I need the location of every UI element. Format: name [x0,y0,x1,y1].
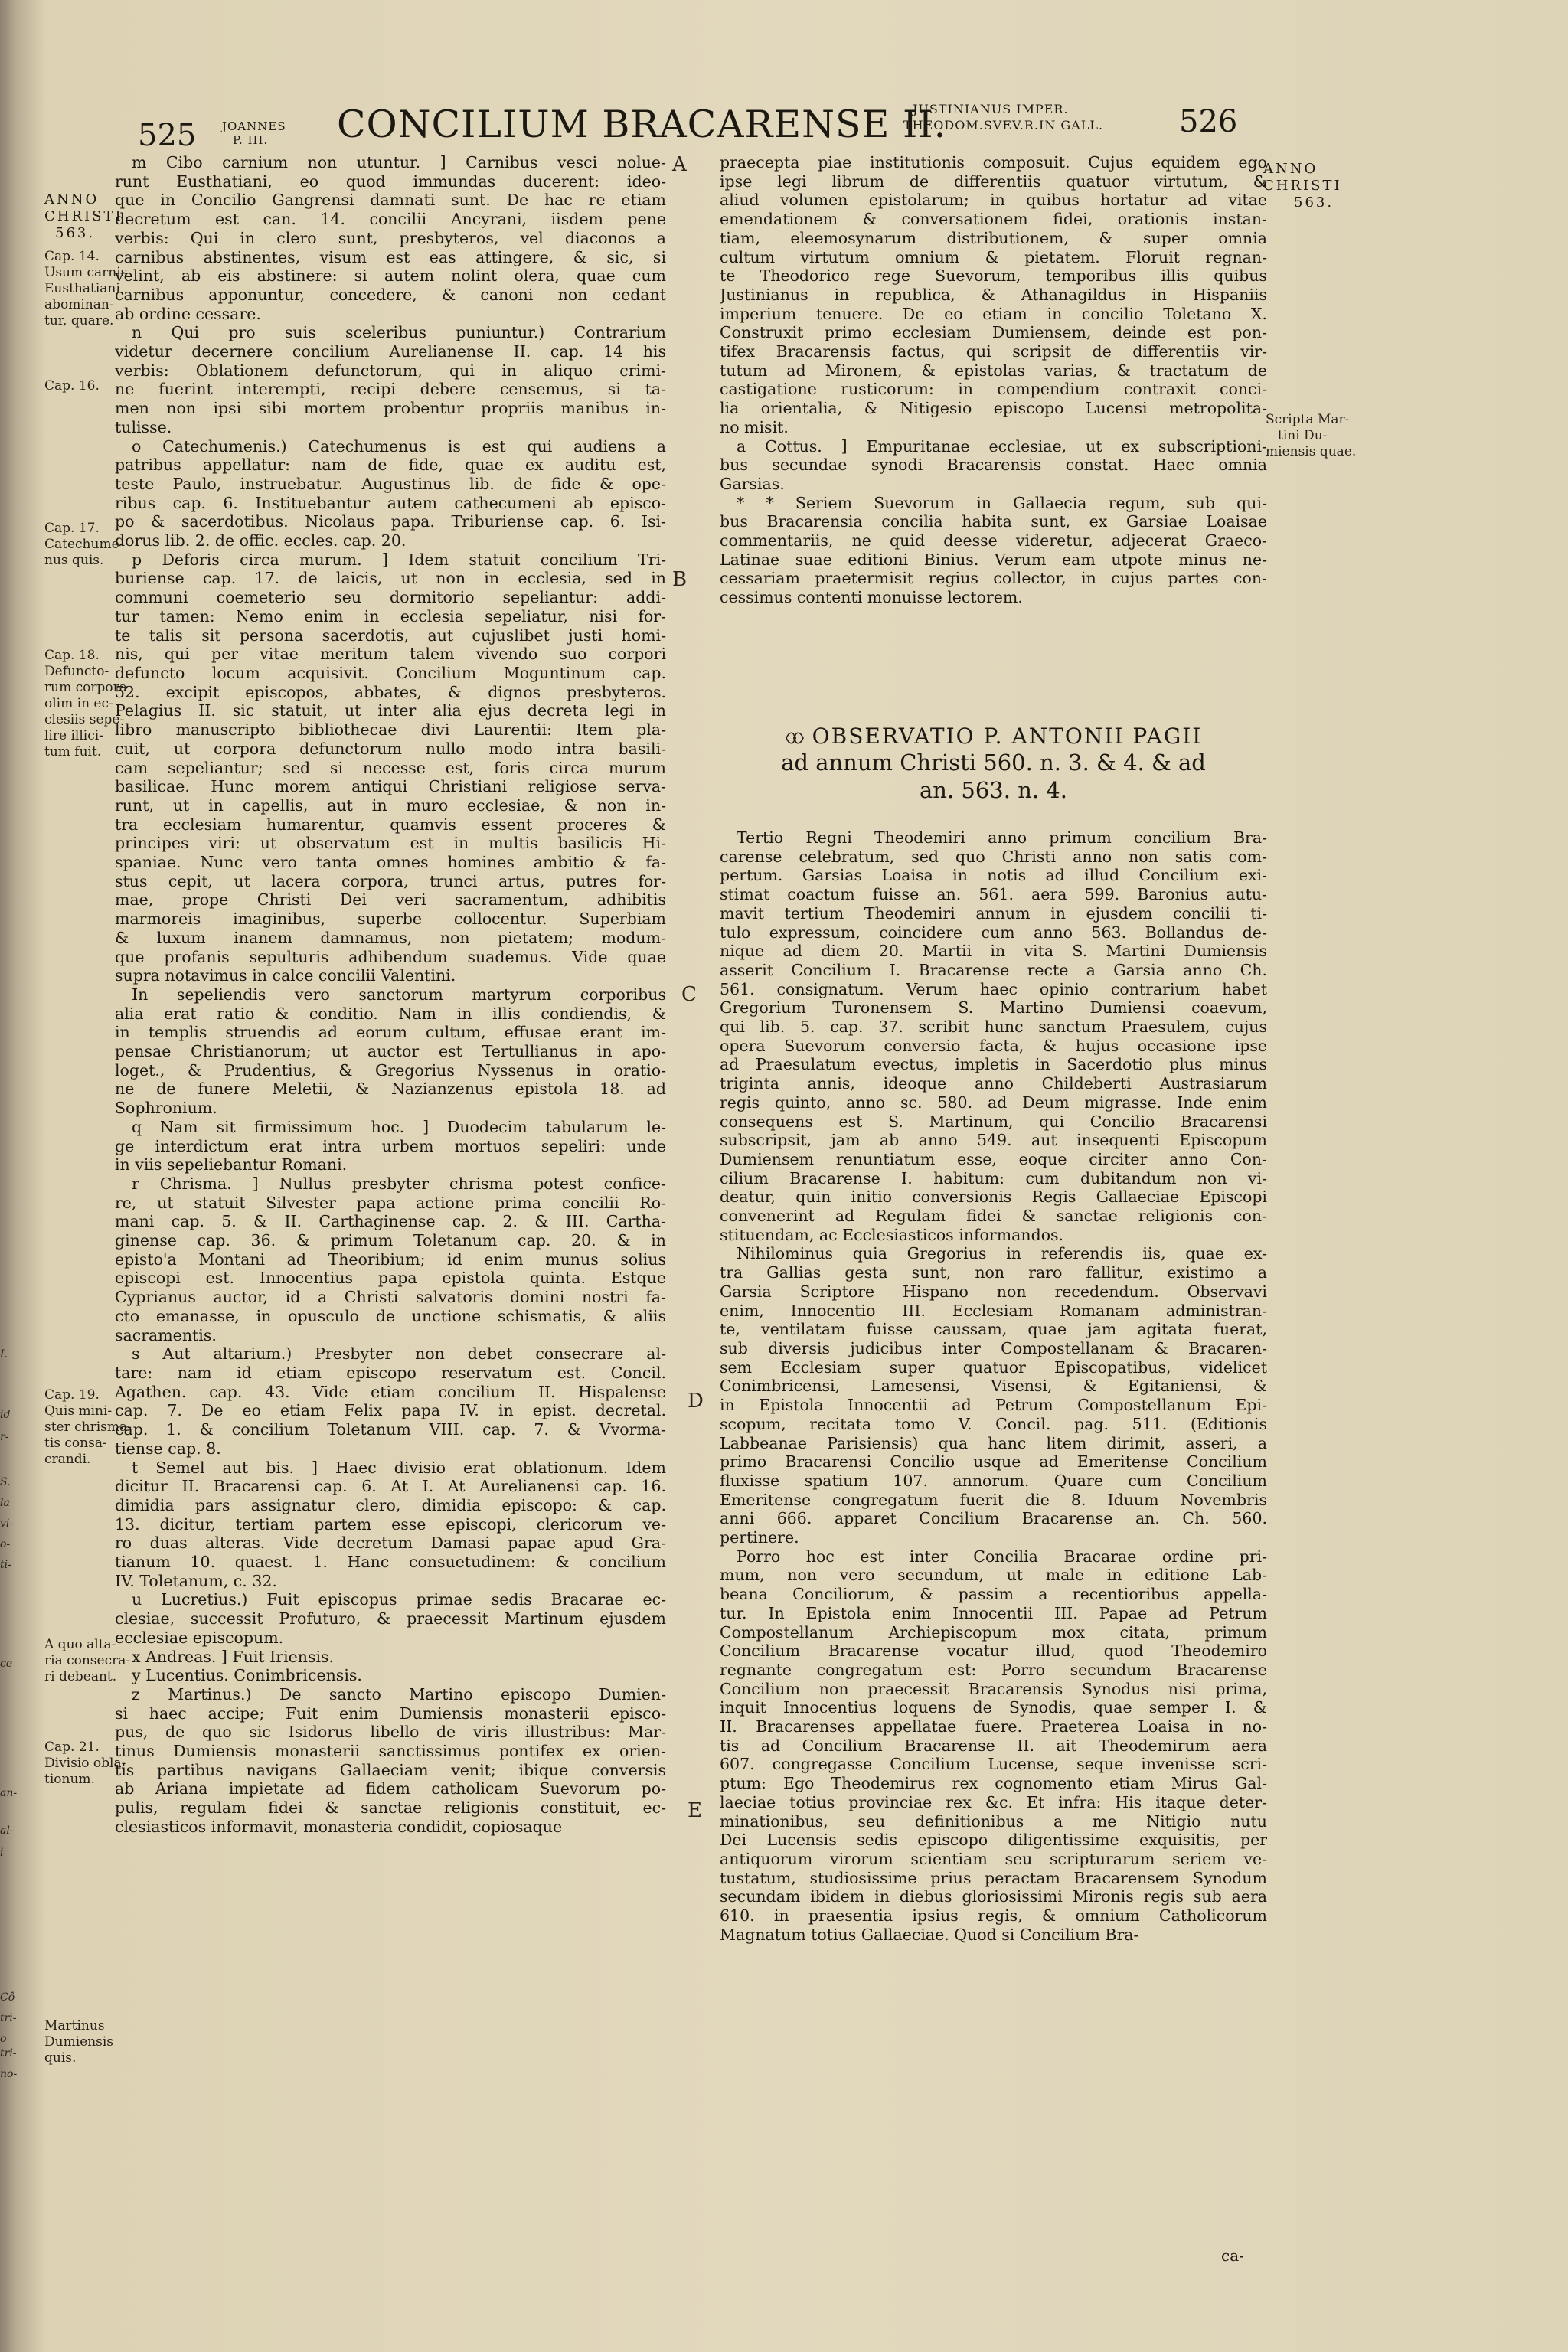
text-line: Nihilominus quia Gregorius in referendis iis, quae ex- [737,1244,1267,1263]
text-line: laeciae totius provinciae rex &c. Et infra: His itaque deter- [720,1792,1267,1811]
text-line: pulis, regulam fidei & sanctae religionis constituit, ec- [115,1798,666,1818]
text-line: u Lucretius.) Fuit episcopus primae sedis Bracarae ec- [132,1590,666,1609]
text-line: 13. dicitur, tertiam partem esse episcopi, clericorum ve- [115,1514,666,1534]
text-line: ne de funere Meletii, & Nazianzenus epistola 18. ad [115,1080,666,1099]
text-line: loget., & Prudentius, & Gregorius Nyssenus in oratio- [115,1060,666,1080]
text-line: 610. in praesentia ipsius regis, & omnium Catholicorum [720,1906,1267,1926]
text-line: fluxisse spatium 107. annorum. Quare cum Concilium [720,1471,1267,1490]
christi-word: CHRISTI [1263,178,1342,194]
pope-number: P. III. [233,133,269,147]
text-line: nis, qui per vitae meritum talem vivendo suo corpori [115,645,666,664]
text-line: si haec accipe; Fuit enim Dumiensis monasterii episco- [115,1704,666,1723]
text-line: ab ordine cessare. [115,304,261,323]
text-line: * * Seriem Suevorum in Gallaecia regum, sub qui- [737,493,1267,512]
text-line: Conimbricensi, Lamesensi, Visensi, & Egitaniensi, & [720,1377,1267,1396]
text-line: primo Bracarensi Concilio usque ad Emeritense Concilium [720,1452,1267,1472]
margin-note-line: Eusthatiani [44,281,120,296]
text-line: Latinae suae editioni Binius. Verum eam utpote minus ne- [720,550,1267,569]
text-line: ad Praesulatum evectus, impletis in Sacerdotio plus minus [720,1055,1267,1074]
anno-year: 563. [1294,194,1334,211]
text-line: ro duas alteras. Vide decretum Damasi papae apud Gra- [115,1534,666,1553]
text-line: defuncto locum acquisivit. Concilium Moguntinum cap. [115,663,666,682]
gutter-fragment: o- [0,1538,11,1550]
text-line: Cyprianus auctor, id a Christi salvatoris domini nostri fa- [115,1288,666,1307]
text-line: tianum 10. quaest. 1. Hanc consuetudinem: & concilium [115,1553,666,1572]
text-line: carnibus apponuntur, concedere, & canoni non cedant [115,285,666,304]
text-line: basilicae. Hunc morem antiqui Christiani religiose serva- [115,777,666,796]
page-number-right: 526 [1179,104,1238,139]
page-number-left: 525 [138,118,197,153]
text-line: carense celebratum, sed quo Christi anno non satis com- [720,847,1267,866]
margin-note-line: ri debeant. [44,1669,117,1684]
text-line: enim, Innocentio III. Ecclesiam Romanam administran- [720,1301,1267,1320]
observatio-text [720,828,1267,1944]
text-line: subscripsit, jam ab anno 549. aut insequenti Episcopum [720,1131,1267,1150]
margin-note-line: Usum carnis [44,265,128,280]
text-line: tiam, eleemosynarum distributionem, & super omnia [720,228,1267,247]
text-line: bus Bracarensia concilia habita sunt, ex Garsiae Loaisae [720,512,1267,531]
section-letter-d: D [688,1390,704,1413]
text-line: cto emanasse, in opusculo de unctione schismatis, & aliis [115,1306,666,1325]
margin-note-line: tis consa- [44,1436,107,1451]
text-line: Labbeanae Parisiensis) qua hanc litem dirimit, asseri, a [720,1433,1267,1452]
text-line: tis ad Concilium Bracarense II. ait Theodemirum aera [720,1736,1267,1755]
text-line: II. Bracarenses appellatae fuere. Praeterea Loaisa in no- [720,1717,1267,1736]
margin-note-line: Dumiensis [44,2034,114,2050]
text-line: praecepta piae institutionis composuit. Cujus equidem ego [720,153,1267,172]
text-line: commentariis, ne quid deesse videretur, adjecerat Graeco- [720,531,1267,550]
margin-note-line: olim in ec- [44,696,113,711]
margin-note-line: ster chrisma- [44,1419,132,1435]
text-line: opera Suevorum conversio facta, & hujus occasione ipse [720,1036,1267,1055]
text-line: z Martinus.) De sancto Martino episcopo Dumien- [132,1684,666,1704]
text-line: decretum est can. 14. concilii Ancyrani, iisdem pene [115,210,666,229]
text-line: qui lib. 5. cap. 37. scribit hunc sanctum Praesulem, cujus [720,1018,1267,1037]
text-line: stituendam, ac Ecclesiasticos informandos. [720,1225,1064,1244]
emperor-line: JUSTINIANUS IMPER. [913,102,1069,116]
right-column-notes [720,153,1267,607]
gutter-fragment: la [0,1497,10,1509]
text-line: Dumiensem renuntiatum esse, eoque circiter anno Con- [720,1149,1267,1168]
margin-note-line: Cap. 19. [44,1387,100,1403]
text-line: s Aut altarium.) Presbyter non debet consecrare al- [132,1344,666,1364]
margin-note-line: Catechume- [44,537,124,552]
text-line: & luxum inanem damnamus, non pietatem; modum- [115,928,666,947]
pope-name: JOANNES [222,119,286,133]
running-header [138,90,1286,152]
text-line: runt Eusthatiani, eo quod immundas ducerent: ideo- [115,172,666,191]
text-line: pus, de quo sic Isidorus libello de viris illustribus: Mar- [115,1723,666,1742]
text-line: communi coemeterio seu dormitorio sepeliantur: addi- [115,588,666,607]
observatio-title: OBSERVATIO P. ANTONII PAGII [812,724,1203,749]
margin-note-line: clesiis sepe- [44,712,125,727]
text-line: te talis sit persona sacerdotis, aut cujuslibet justi homi- [115,626,666,645]
text-line: Porro hoc est inter Concilia Bracarae ordine pri- [737,1547,1267,1566]
text-line: episcopi est. Innocentius papa epistola quinta. Estque [115,1269,666,1288]
text-line: stimat coactum fuisse an. 561. aera 599. Baronius autu- [720,885,1267,904]
text-line: In sepeliendis vero sanctorum martyrum corporibus [132,985,666,1004]
text-line: castigatione rusticorum: in compendium contraxit conci- [720,380,1267,399]
pope-label [222,119,286,147]
margin-note-scripta-martini [1266,412,1356,460]
anno-word: ANNO [44,191,100,207]
margin-note-line: Cap. 17. [44,521,100,536]
margin-note-martinus [44,2018,113,2066]
text-line: cultum virtutum omnium & pietatem. Floruit regnan- [720,247,1267,266]
text-line: dicitur II. Bracarensi cap. 6. At I. At Aurelianensi cap. 16. [115,1477,666,1496]
text-line: in viis sepeliebantur Romani. [115,1155,348,1174]
text-line: pensae Christianorum; ut auctor est Tertullianus in apo- [115,1042,666,1061]
text-line: Sophronium. [115,1099,217,1118]
text-line: ab Ariana impietate ad fidem catholicam Suevorum po- [115,1779,666,1798]
text-line: te Theodorico rege Suevorum, temporibus illis quibus [720,266,1267,286]
text-line: tinus Dumiensis monasterii sanctissimus pontifex ex orien- [115,1742,666,1761]
anno-year: 563. [55,225,96,241]
text-line: men non ipsi sibi mortem probentur propriis manibus in- [115,399,666,418]
gutter-fragment: ce [0,1658,13,1670]
text-line: imperium tenuere. De eo etiam in concilio Toletano X. [720,304,1267,323]
text-line: bus secundae synodi Bracarensis constat. Haec omnia [720,456,1267,475]
text-line: t Semel aut bis. ] Haec divisio erat oblationum. Idem [132,1458,666,1477]
gutter-fragment: r- [0,1431,9,1443]
text-line: pertinere. [720,1528,799,1547]
margin-note-cap21 [44,1740,126,1788]
text-line: Justinianus in republica, & Athanagildus in Hispaniis [720,285,1267,304]
section-letter-a: A [672,153,687,176]
text-line: verbis: Oblationem defunctorum, qui in aliquo crimi- [115,361,666,380]
text-line: regnante congregatum est: Porro secundum Bracarense [720,1660,1267,1679]
text-line: y Lucentius. Conimbricensis. [132,1666,362,1685]
text-line: tifex Bracarensis factus, qui scripsit de differentiis vir- [720,342,1267,361]
text-line: tare: nam id etiam episcopo reservatum est. Concil. [115,1364,666,1382]
text-line: marmoreis imaginibus, superbe collocentur. Superbiam [115,910,666,929]
left-column-notes [115,153,666,1837]
gutter-fragment: no- [0,2068,18,2080]
text-line: sub diversis judicibus inter Compostellanam & Bracaren- [720,1338,1267,1357]
margin-note-line: tur, quare. [44,313,114,328]
christi-word: CHRISTI [44,208,123,224]
text-line: cilium Bracarense I. habitum: cum dubitandum non vi- [720,1168,1267,1187]
text-line: cap. 7. De eo etiam Felix papa IV. in epist. decretal. [115,1401,666,1420]
gutter-fragment: al- [0,1824,14,1837]
text-line: que profanis sepulturis adhibendum suademus. Vide quae [115,947,666,966]
section-letter-c: C [681,983,697,1006]
text-line: ecclesiae episcopum. [115,1628,284,1647]
text-line: tra Gallias gesta sunt, non raro fallitur, existimo a [720,1263,1267,1282]
emperor-label [903,101,1103,133]
text-line: cam sepeliantur; sed si necesse est, foris circa murum [115,758,666,777]
king-line: THEODOM.SVEV.R.IN GALL. [903,118,1104,132]
text-line: cessimus contenti monuisse lectorem. [720,588,1023,607]
text-line: libro manuscripto bibliothecae divi Laurentii: Item pla- [115,720,666,740]
gutter-fragment: i [0,1847,4,1859]
text-line: Agathen. cap. 43. Vide etiam concilium II. Hispalense [115,1382,666,1401]
text-line: Magnatum totius Gallaeciae. Quod si Concilium Bra- [720,1925,1139,1944]
text-line: minationibus, seu definitionibus a me Nitigio nutu [720,1811,1267,1831]
text-line: regis quinto, anno sc. 580. ad Deum migrasse. Inde enim [720,1093,1267,1112]
text-line: mavit tertium Theodemiri annum in ejusdem concilii ti- [720,903,1267,923]
text-line: tutum ad Mironem, & epistolas varias, & tractatum de [720,361,1267,380]
text-line: carnibus abstinentes, visum est eas attingere, & sic, si [115,247,666,266]
text-line: in Epistola Innocentii ad Petrum Compostellanum Epi- [720,1396,1267,1415]
margin-note-line: Divisio obla- [44,1756,126,1771]
margin-note-line: miensis quae. [1266,444,1357,459]
gutter-fragment: vi- [0,1517,14,1530]
gutter-fragment: an- [0,1787,18,1799]
text-line: Emeritense congregatum fuerit die 8. Iduum Novembris [720,1490,1267,1509]
text-line: n Qui pro suis sceleribus puniuntur.) Contrarium [132,323,666,342]
text-line: ge interdictum erat intra urbem mortuos sepeliri: unde [115,1136,666,1155]
text-line: lia orientalia, & Nitigesio episcopo Lucensi metropolita- [720,399,1267,418]
text-line: asserit Concilium I. Bracarense recte a Garsia anno Ch. [720,960,1267,979]
margin-note-line: Martinus [44,2018,105,2034]
text-line: clesiae, successit Profuturo, & praecessit Martinum ejusdem [115,1609,666,1628]
previous-page-edge [0,1348,21,2082]
margin-note-line: quis. [44,2050,77,2066]
text-line: emendationem & conversationem fidei, orationis instan- [720,210,1267,229]
text-line: po & sacerdotibus. Nicolaus papa. Triburiense cap. 6. Isi- [115,512,666,531]
text-line: spaniae. Nunc vero tanta omnes homines ambitio & fa- [115,853,666,872]
text-line: antiquorum virorum scientiam seu scripturarum seriem ve- [720,1849,1267,1868]
text-line: Garsias. [720,474,785,493]
text-line: tra ecclesiam humarentur, quamvis essent proceres & [115,815,666,834]
text-line: ipse legi librum de differentiis quatuor virtutum, & [720,172,1267,191]
text-line: buriense cap. 17. de laicis, ut non in ecclesia, sed in [115,569,666,588]
margin-note-line: rum corpora [44,680,127,695]
text-line: ptum: Ego Theodemirus rex cognomento etiam Mirus Gal- [720,1774,1267,1793]
text-line: dorus lib. 2. de offic. eccles. cap. 20. [115,531,407,550]
text-line: Garsia Scriptore Hispano non recedendum. Observavi [720,1282,1267,1301]
text-line: mani cap. 5. & II. Carthaginense cap. 2. & III. Cartha- [115,1212,666,1231]
text-line: videtur decernere concilium Aurelianense II. cap. 14 his [115,342,666,361]
margin-note-line: A quo alta- [44,1637,116,1652]
text-line: nique ad diem 20. Martii in vita S. Martini Dumiensis [720,942,1267,961]
margin-note-line: Cap. 18. [44,648,100,663]
text-line: principes viri: ut observatum est in multis basilicis Hi- [115,834,666,853]
fleuron-icon [785,730,805,746]
text-line: supra notavimus in calce concilii Valentini. [115,966,456,985]
text-line: ginense cap. 36. & primum Toletanum cap. 20. & in [115,1231,666,1250]
section-letter-e: E [688,1799,702,1822]
text-line: re, ut statuit Silvester papa actione prima concilii Ro- [115,1193,666,1212]
anno-word: ANNO [1263,161,1318,177]
text-line: Tertio Regni Theodemiri anno primum concilium Bra- [737,828,1267,847]
text-line: triginta annis, ideoque anno Childeberti Austrasiarum [720,1074,1267,1093]
text-line: Pelagius II. sic statuit, ut inter alia ejus decreta legi in [115,701,666,720]
text-line: x Andreas. ] Fuit Iriensis. [132,1647,335,1666]
text-line: tur. In Epistola enim Innocentii III. Papae ad Petrum [720,1603,1267,1622]
text-line: beana Conciliorum, & passim a recentioribus appella- [720,1585,1267,1604]
text-line: Concilium non praecessit Bracarensis Synodus nisi prima, [720,1679,1267,1698]
text-line: Gregorium Turonensem S. Martino Dumiensi coaevum, [720,998,1267,1018]
text-line: consequens est S. Martinum, qui Concilio Bracarensi [720,1112,1267,1131]
text-line: tulo expressum, coincidere cum anno 563. Bollandus de- [720,923,1267,942]
text-line: IV. Toletanum, c. 32. [115,1571,277,1590]
text-line: cessariam praetermisit regius collector, in cujus partes con- [720,569,1267,588]
text-line: inquit Innocentius loquens de Synodis, quae semper I. & [720,1698,1267,1717]
gutter-fragment: S. [0,1476,11,1488]
margin-note-line: lire illici- [44,728,103,743]
margin-note-line: tionum. [44,1772,95,1787]
margin-note-line: tini Du- [1278,428,1328,443]
text-line: tustatum, studiosissime prius peractam Bracarensem Synodum [720,1868,1267,1887]
gutter-fragment: ti- [0,1559,11,1571]
text-line: Dei Lucensis sedis episcopo diligentissime exquisitis, per [720,1831,1267,1850]
text-line: p Deforis circa murum. ] Idem statuit concilium Tri- [132,550,666,569]
text-line: teste Paulo, instruebatur. Augustinus lib. de fide & ope- [115,474,666,493]
text-line: Compostellanum Archiepiscopum mox citata, primum [720,1622,1267,1642]
text-line: in templis struendis ad eorum cultum, effusae erant im- [115,1023,666,1042]
text-line: mae, prope Christi Dei veri sacramentum, adhibitis [115,890,666,910]
margin-note-line: tum fuit. [44,744,102,760]
text-line: mum, non vero secundum, ut male in editione Lab- [720,1566,1267,1585]
text-line: dimidia pars assignatur clero, dimidia episcopo: & cap. [115,1495,666,1514]
text-line: pertum. Garsias Loaisa in notis ad illud Concilium exi- [720,866,1267,885]
text-line: a Cottus. ] Empuritanae ecclesiae, ut ex subscriptioni- [737,436,1267,456]
margin-note-line: nus quis. [44,553,104,568]
text-line: verbis: Qui in clero sunt, presbyteros, vel diaconos a [115,228,666,247]
text-line: q Nam sit firmissimum hoc. ] Duodecim tabularum le- [132,1117,666,1136]
gutter-fragment: o tri- [0,2033,17,2060]
text-line: r Chrisma. ] Nullus presbyter chrisma potest confice- [132,1174,666,1193]
text-line: no misit. [720,417,789,436]
text-line: convenerint ad Regulam fidei & sanctae religionis con- [720,1207,1267,1226]
text-line: sem Ecclesiam super quatuor Episcopatibus, videlicet [720,1357,1267,1377]
anno-christi-left [44,191,123,242]
text-line: cuit, ut corpora defunctorum nullo modo intra basili- [115,739,666,758]
gutter-fragment: Cô [0,1991,15,2004]
page-title: CONCILIUM BRACARENSE II. [337,103,947,146]
observatio-subtitle-2: an. 563. n. 4. [920,777,1067,803]
text-line: deatur, quin initio conversionis Regis Gallaeciae Episcopi [720,1187,1267,1207]
text-line: alia erat ratio & conditio. Nam in illis condiendis, & [115,1004,666,1023]
gutter-fragment: I. [0,1348,8,1361]
text-line: o Catechumenis.) Catechumenus is est qui audiens a [132,436,666,456]
text-line: tiense cap. 8. [115,1439,221,1458]
margin-note-cap16 [44,378,100,394]
margin-note-line: Cap. 14. [44,249,100,264]
gutter-fragment: id [0,1409,11,1421]
gutter-fragment: tri- [0,2012,17,2024]
observatio-heading [720,724,1267,804]
text-line: velint, ab eis abstinere: si autem nolint olera, quae cum [115,266,666,286]
text-line: scopum, recitata tomo V. Concil. pag. 511. (Editionis [720,1414,1267,1433]
text-line: sacramentis. [115,1325,217,1344]
text-line: ribus cap. 6. Instituebantur autem cathecumeni ab episco- [115,493,666,512]
margin-note-cap17 [44,521,123,569]
catchword: ca- [1221,2246,1244,2265]
margin-note-line: crandi. [44,1452,91,1467]
text-line: 52. excipit episcopos, abbates, & dignos presbyteros. [115,682,666,701]
text-line: tur tamen: Nemo enim in ecclesia sepeliatur, nisi for- [115,606,666,626]
text-line: cap. 1. & concilium Toletanum VIII. cap. 7. & Vvorma- [115,1420,666,1439]
anno-christi-right [1263,161,1342,211]
margin-note-line: Defuncto- [44,664,109,679]
section-letter-b: B [672,568,688,591]
text-line: anni 666. apparet Concilium Bracarense an. Ch. 560. [720,1509,1267,1528]
text-line: 607. congregasse Concilium Lucense, seque invenisse scri- [720,1755,1267,1774]
observatio-subtitle-1: ad annum Christi 560. n. 3. & 4. & ad [781,750,1206,776]
text-line: tis partibus navigans Gallaeciam venit; ibique conversis [115,1760,666,1779]
text-line: tulisse. [115,417,172,436]
text-line: Construxit primo ecclesiam Dumiensem, deinde est pon- [720,323,1267,342]
margin-note-line: Cap. 16. [44,378,100,394]
text-line: te, ventilatam fuisse caussam, quae jam agitata fuerat, [720,1320,1267,1339]
text-line: episto'a Montani ad Theoribium; id enim munus solius [115,1250,666,1269]
text-line: patribus appellatur: nam de fide, quae ex auditu est, [115,456,666,475]
text-line: clesiasticos informavit, monasteria condidit, copiosaque [115,1817,563,1836]
text-line: runt, ut in capellis, aut in muro ecclesiae, & non in- [115,795,666,815]
text-line: Concilium Bracarense vocatur illud, quod Theodemiro [720,1642,1267,1661]
margin-note-line: abominan- [44,297,114,312]
text-line: que in Concilio Gangrensi damnati sunt. De hac re etiam [115,191,666,210]
text-line: m Cibo carnium non utuntur. ] Carnibus vesci nolue- [132,153,666,172]
margin-note-line: Scripta Mar- [1266,412,1350,427]
text-line: ne fuerint interempti, recipi debere censemus, si ta- [115,380,666,399]
margin-note-line: ria consecra- [44,1653,131,1668]
text-line: 561. consignatum. Verum haec opinio contrarium habet [720,979,1267,998]
margin-note-line: Cap. 21. [44,1740,100,1755]
text-line: stus cepit, ut lacera corpora, trunci artus, putres for- [115,871,666,890]
text-line: aliud volumen epistolarum; in quibus hortatur ad vitae [720,191,1267,210]
margin-note-line: Quis mini- [44,1403,113,1419]
text-line: secundam ibidem in diebus gloriosissimi Mironis regis sub aera [720,1887,1267,1906]
